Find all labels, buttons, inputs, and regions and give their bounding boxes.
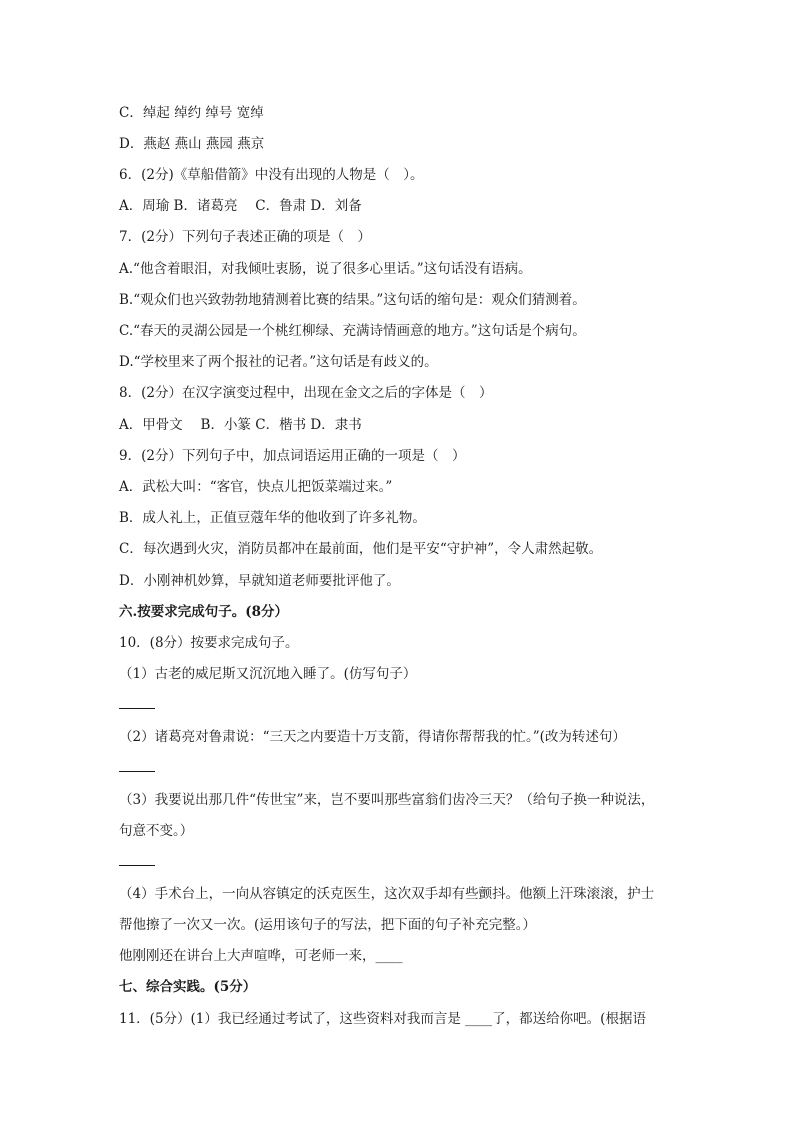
question-9: 9．(2分）下列句子中，加点词语运用正确的一项是（ ） <box>119 448 466 464</box>
question-10-part-3: （3）我要说出那几件“传世宝”来，岂不要叫那些富翁们齿冷三天？（给句子换一种说法， <box>119 792 655 808</box>
question-7-option-d: D.“学校里来了两个报社的记者。”这句话是有歧义的。 <box>119 354 438 370</box>
question-9-option-a: A．武松大叫：“客官，快点儿把饭菜端过来。” <box>119 479 393 495</box>
question-10: 10．(8分）按要求完成句子。 <box>119 635 299 651</box>
question-10-part-4-sentence: 他刚刚还在讲台上大声喧哗，可老师一来，____ <box>119 948 403 964</box>
question-7: 7．(2分）下列句子表述正确的项是（ ） <box>119 229 371 245</box>
question-10-part-3-cont: 句意不变。） <box>119 823 194 839</box>
question-8-options: A．甲骨文 B．小篆 C．楷书 D．隶书 <box>119 417 362 433</box>
question-10-part-1: （1）古老的威尼斯又沉沉地入睡了。(仿写句子） <box>119 666 417 682</box>
answer-blank-2[interactable] <box>119 771 155 772</box>
option-d: D．燕赵 燕山 燕园 燕京 <box>119 136 265 152</box>
answer-blank-1[interactable] <box>119 708 155 709</box>
answer-blank-3[interactable] <box>119 865 155 866</box>
question-11: 11．(5分）(1）我已经通过考试了，这些资料对我而言是 ____了，都送给你吧。(根据语 <box>119 1011 646 1027</box>
question-7-option-b: B.“观众们也兴致勃勃地猜测着比赛的结果。”这句话的缩句是：观众们猜测着。 <box>119 292 586 308</box>
question-9-option-d: D．小刚神机妙算，早就知道老师要批评他了。 <box>119 573 400 589</box>
question-6-options: A．周瑜 B．诸葛亮 C．鲁肃 D．刘备 <box>119 198 362 214</box>
question-9-option-b: B．成人礼上，正值豆蔻年华的他收到了许多礼物。 <box>119 510 426 526</box>
option-c: C．绰起 绰约 绰号 宽绰 <box>119 105 264 121</box>
question-6: 6．(2分)《草船借箭》中没有出现的人物是（ ）。 <box>119 167 424 183</box>
question-10-part-4-cont: 帮他擦了一次又一次。(运用该句子的写法，把下面的句子补充完整。） <box>119 917 537 933</box>
question-10-part-2: （2）诸葛亮对鲁肃说：“三天之内要造十万支箭，得请你帮帮我的忙。”(改为转述句） <box>119 729 626 745</box>
question-7-option-a: A.“他含着眼泪，对我倾吐衷肠，说了很多心里话。”这句话没有语病。 <box>119 261 532 277</box>
question-10-part-4: （4）手术台上，一向从容镇定的沃克医生，这次双手却有些颤抖。他额上汗珠滚滚，护士 <box>119 886 655 902</box>
question-9-option-c: C．每次遇到火灾，消防员都冲在最前面，他们是平安“守护神”，令人肃然起敬。 <box>119 541 603 557</box>
question-8: 8．(2分）在汉字演变过程中，出现在金文之后的字体是（ ） <box>119 385 493 401</box>
question-7-option-c: C.“春天的灵湖公园是一个桃红柳绿、充满诗情画意的地方。”这句话是个病句。 <box>119 323 586 339</box>
section-6-heading: 六.按要求完成句子。(8分） <box>119 604 288 620</box>
section-7-heading: 七、综合实践。(5分） <box>119 979 257 995</box>
